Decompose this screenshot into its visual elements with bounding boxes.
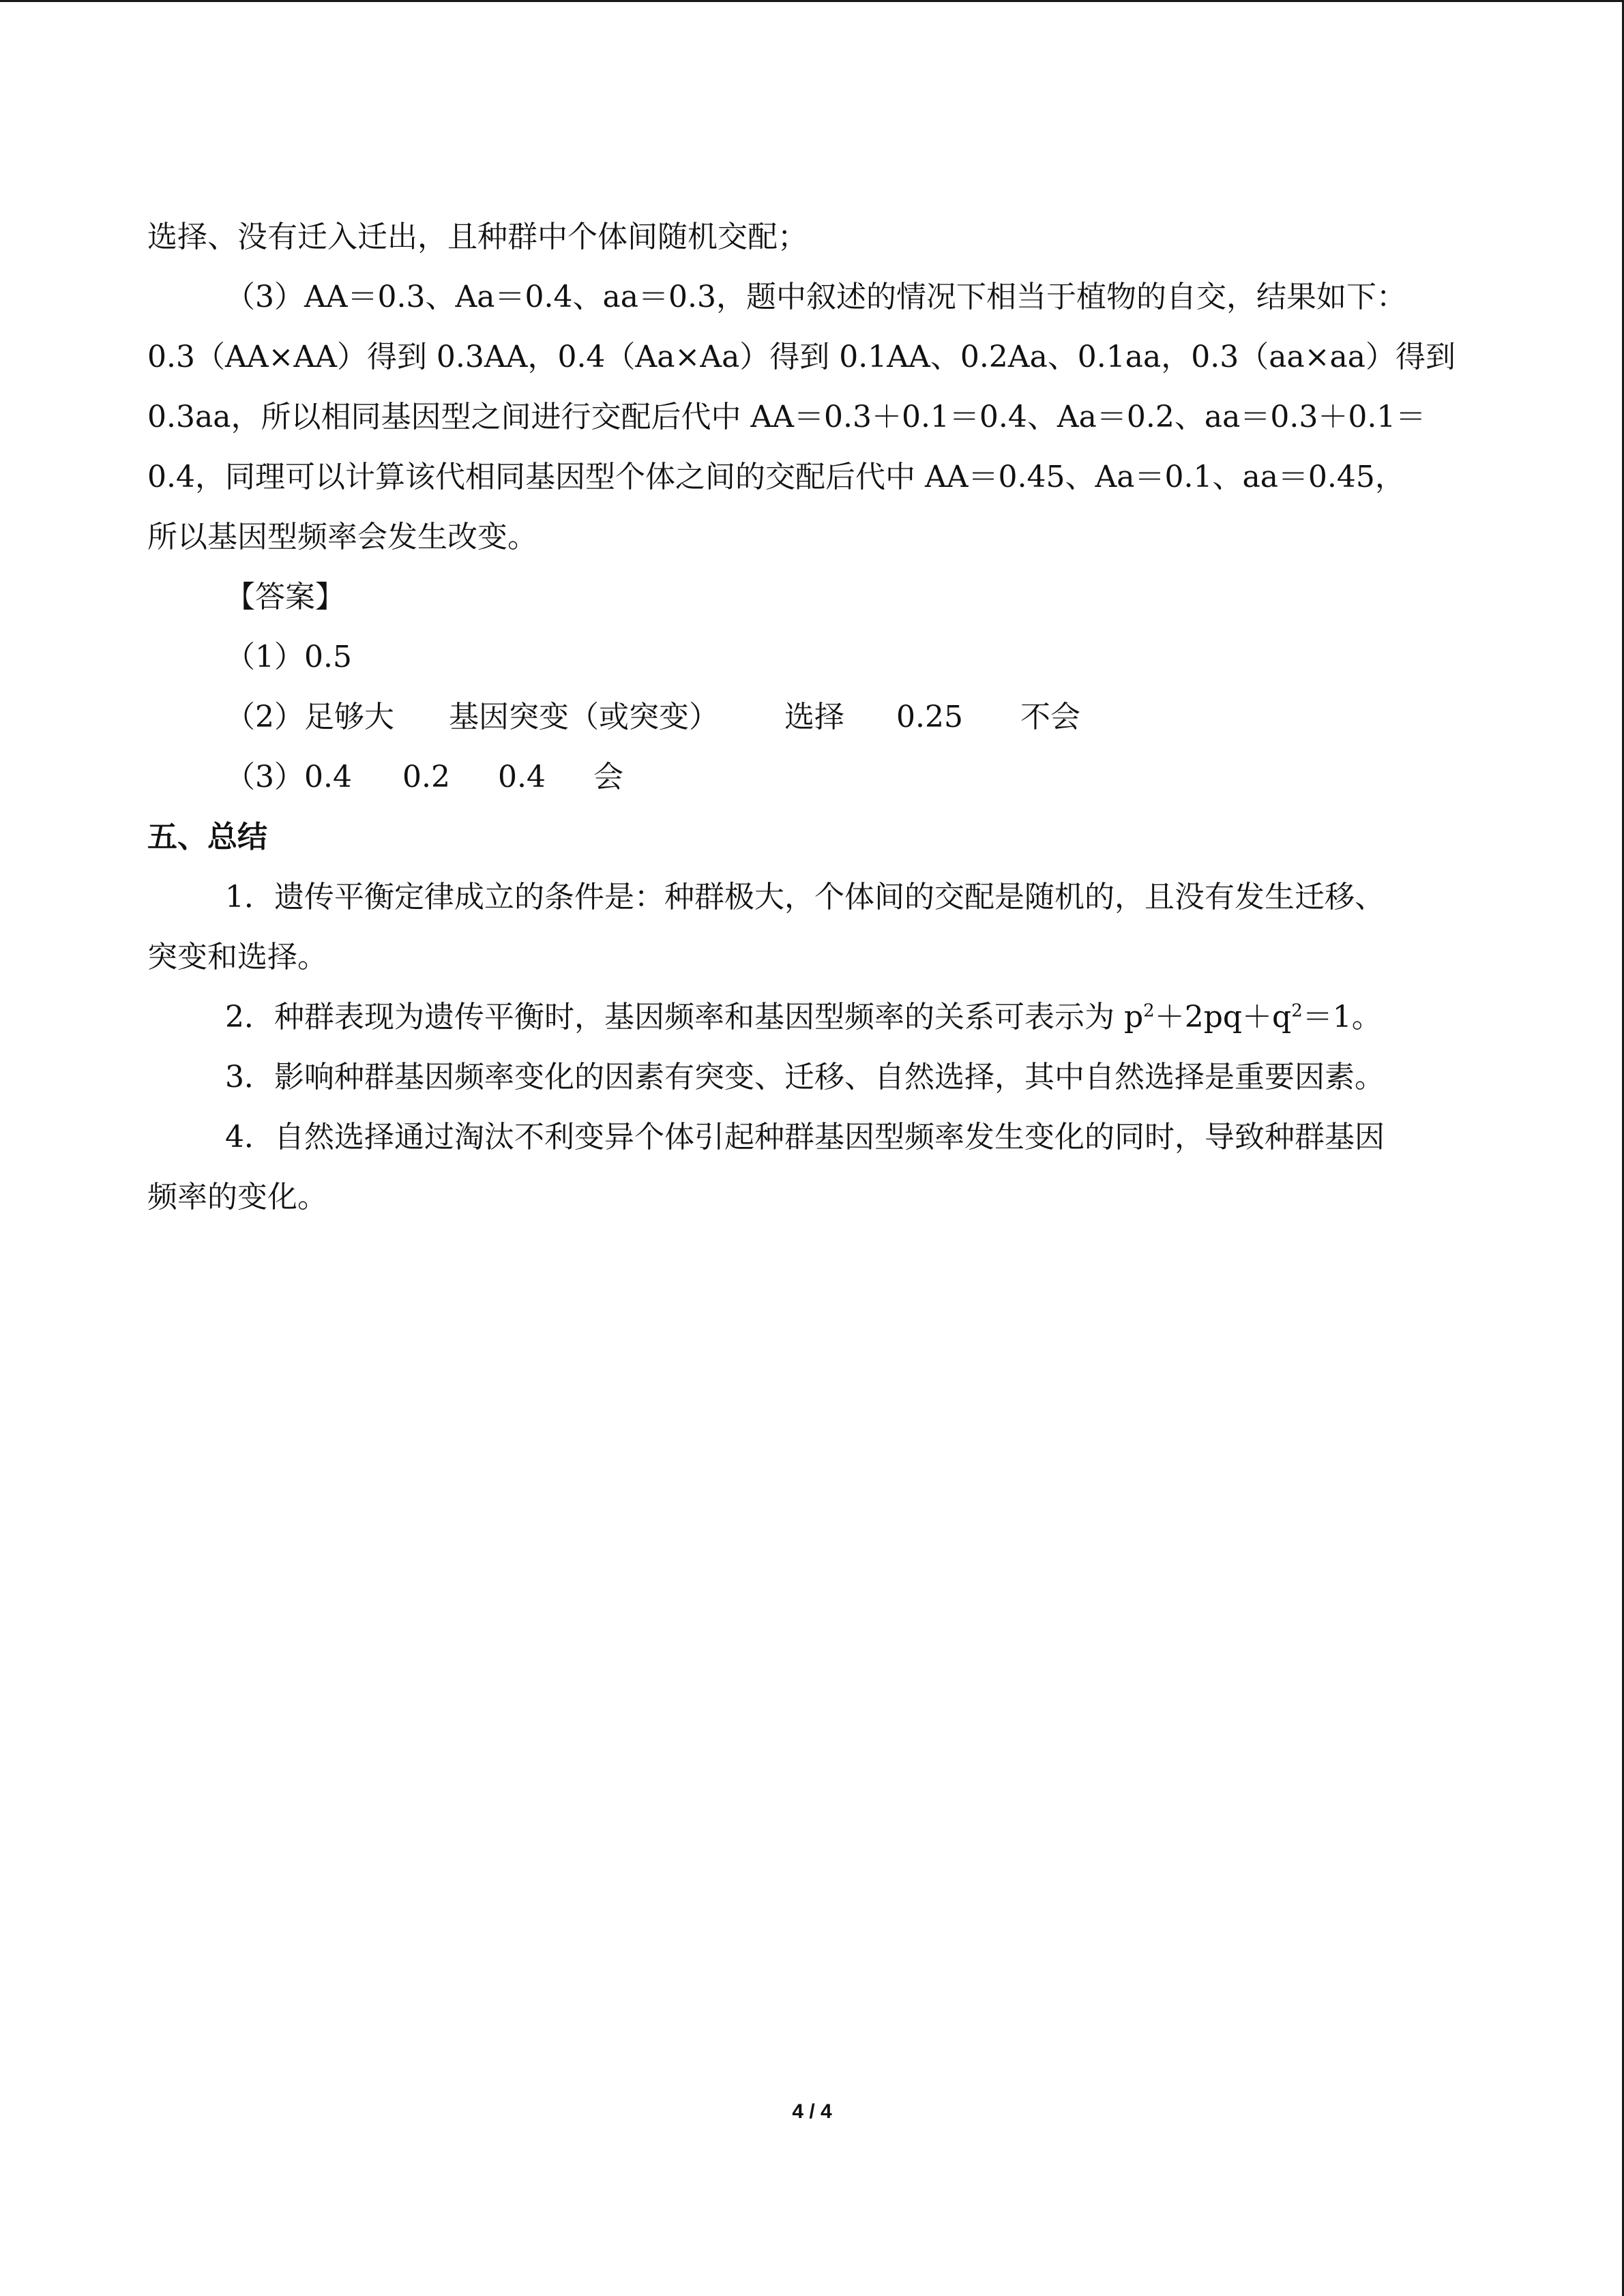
summary-item-2-text: ＋2pq＋q <box>1154 1000 1292 1034</box>
summary-item-2 <box>147 987 1475 1047</box>
top-border-line <box>0 0 1624 2</box>
summary-item-3: 3．影响种群基因频率变化的因素有突变、迁移、自然选择，其中自然选择是重要因素。 <box>225 1060 1385 1094</box>
answer-2-prefix: （2） <box>225 700 304 734</box>
summary-item-2-text: ＝1。 <box>1302 1000 1382 1034</box>
paragraph-line: 选择、没有迁入迁出，且种群中个体间随机交配； <box>147 220 808 254</box>
paragraph-line: （3）AA＝0.3、Aa＝0.4、aa＝0.3，题中叙述的情况下相当于植物的自交，结果如下： <box>225 280 1406 314</box>
answer-2-item: 足够大 <box>304 700 394 734</box>
answer-2 <box>147 687 1475 747</box>
answer-1-prefix: （1） <box>225 640 304 674</box>
paragraph-line: 0.3（AA×AA）得到 0.3AA，0.4（Aa×Aa）得到 0.1AA、0.2Aa、0.1aa，0.3（aa×aa）得到 <box>147 340 1456 374</box>
paragraph-line: 0.4，同理可以计算该代相同基因型个体之间的交配后代中 AA＝0.45、Aa＝0.1、aa＝0.45， <box>147 460 1405 494</box>
summary-item-4-continued: 频率的变化。 <box>147 1180 327 1214</box>
answer-2-item: 基因突变（或突变） <box>449 700 719 734</box>
answer-3-prefix: （3） <box>225 760 304 794</box>
answer-3-item: 0.4 <box>304 760 352 794</box>
paragraph-line: 所以基因型频率会发生改变。 <box>147 520 537 554</box>
page-content <box>147 207 1475 1227</box>
superscript: 2 <box>1143 1000 1155 1022</box>
summary-item-2-text: 2．种群表现为遗传平衡时，基因频率和基因型频率的关系可表示为 p <box>225 1000 1144 1034</box>
summary-item-4: 4．自然选择通过淘汰不利变异个体引起种群基因型频率发生变化的同时，导致种群基因 <box>225 1120 1385 1154</box>
answer-3 <box>147 747 1475 807</box>
page-number: 4 / 4 <box>792 2100 832 2123</box>
answer-label: 【答案】 <box>225 580 345 614</box>
answer-2-item: 0.25 <box>896 700 963 734</box>
answer-1-value: 0.5 <box>304 640 352 674</box>
answer-3-item: 0.4 <box>497 760 546 794</box>
answer-3-item: 会 <box>593 760 623 794</box>
answer-1 <box>147 627 1475 687</box>
answer-2-item: 不会 <box>1020 700 1080 734</box>
summary-item-1: 1．遗传平衡定律成立的条件是：种群极大，个体间的交配是随机的，且没有发生迁移、 <box>225 880 1385 914</box>
answer-3-item: 0.2 <box>402 760 450 794</box>
answer-2-item: 选择 <box>784 700 844 734</box>
summary-item-1-continued: 突变和选择。 <box>147 940 327 974</box>
paragraph-line: 0.3aa，所以相同基因型之间进行交配后代中 AA＝0.3＋0.1＝0.4、Aa＝0.2、aa＝0.3＋0.1＝ <box>147 400 1426 434</box>
section-heading-summary: 五、总结 <box>147 820 267 854</box>
superscript: 2 <box>1291 1000 1303 1022</box>
